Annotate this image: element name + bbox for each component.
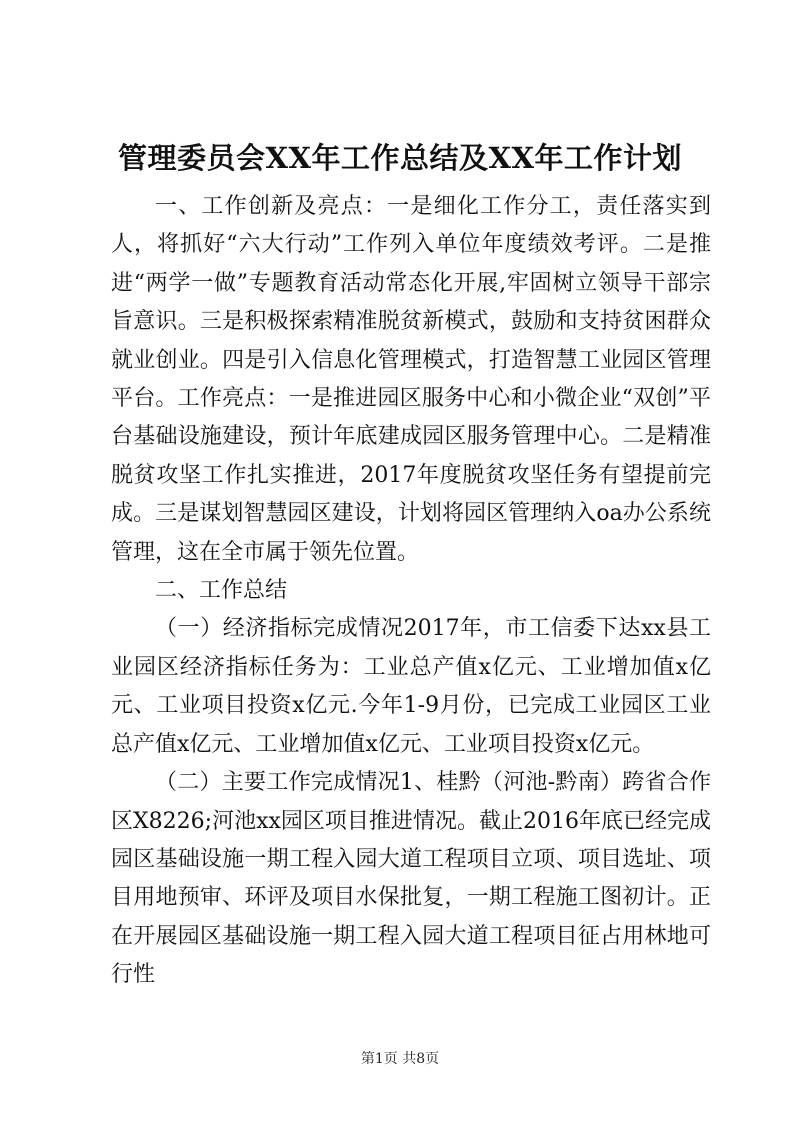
paragraph-innovation-highlights: 一、工作创新及亮点：一是细化工作分工，责任落实到人，将抓好“六大行动”工作列入单位年度绩效考评。二是推进“两学一做”专题教育活动常态化开展,牢固树立领导干部宗旨意识。三是积极探索精准脱贫新模式，鼓励和支持贫困群众就业创业。四是引入信息化管理模式，打造智慧工业园区管理平台。工作亮点：一是推进园区服务中心和小微企业“双创”平台基础设施建设，预计年底建成园区服务管理中心。二是精准脱贫攻坚工作扎实推进，2017年度脱贫攻坚任务有望提前完成。三是谋划智慧园区建设，计划将园区管理纳入oa办公系统管理，这在全市属于领先位置。 xyxy=(111,194,711,565)
paragraph-economic-indicators: （一）经济指标完成情况2017年，市工信委下达xx县工业园区经济指标任务为：工业总产值x亿元、工业增加值x亿元、工业项目投资x亿元.今年1-9月份，已完成工业园区工业总产值x亿元、工业增加值x亿元、工业项目投资x亿元。 xyxy=(111,616,711,757)
document-body xyxy=(111,188,711,995)
paragraph-main-work: （二）主要工作完成情况1、桂黔（河池-黔南）跨省合作区X8226;河池xx园区项目推进情况。截止2016年底已经完成园区基础设施一期工程入园大道工程项目立项、项目选址、项目用地预审、环评及项目水保批复，一期工程施工图初计。正在开展园区基础设施一期工程入园大道工程项目征占用林地可行性 xyxy=(111,770,711,988)
paragraph-section-heading: 二、工作总结 xyxy=(155,578,288,604)
document-title: 管理委员会XX年工作总结及XX年工作计划 xyxy=(117,141,682,175)
page-number: 第1页 共8页 xyxy=(360,1051,440,1067)
